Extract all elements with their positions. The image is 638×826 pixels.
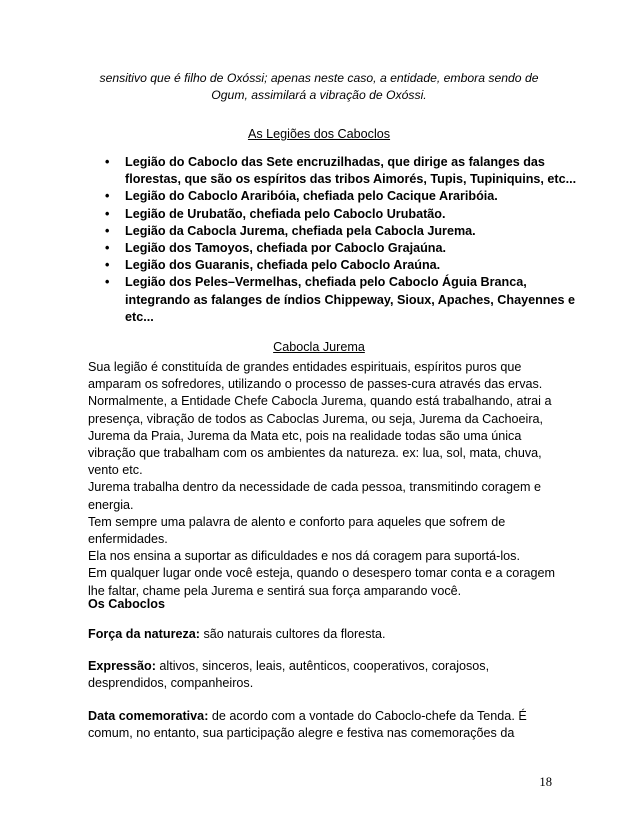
field-text: altivos, sinceros, leais, autênticos, cooperativos, corajosos, desprendidos, companheiros. [88, 659, 490, 691]
legions-list [88, 154, 595, 326]
intro-line-1: sensitivo que é filho de Oxóssi; apenas neste caso, a entidade, embora sendo de [99, 71, 539, 85]
jurema-paragraph: Jurema trabalha dentro da necessidade de cada pessoa, transmitindo coragem e energia. [88, 480, 541, 512]
field-forca-da-natureza [88, 626, 558, 643]
field-label: Força da natureza: [88, 627, 200, 641]
page-number: 18 [539, 775, 552, 789]
intro-paragraph [88, 70, 550, 104]
jurema-paragraph: Em qualquer lugar onde você esteja, quando o desespero tomar conta e a coragem lhe faltar, chame pela Jurema e sentirá sua força amparando você. [88, 566, 555, 598]
list-item: • Legião dos Guaranis, chefiada pelo Caboclo Araúna. [125, 257, 595, 274]
jurema-paragraph: Normalmente, a Entidade Chefe Cabocla Jurema, quando está trabalhando, atrai a presença, vibração de todos as Caboclas Jurema, ou seja, Jurema da Cachoeira, Jurema da Praia, Jurema da Mata etc, pois na realidade todas são uma única vibração que trabalham com os ambientes da natureza. ex: lua, sol, mata, chuva, vento etc. [88, 394, 552, 478]
list-item: • Legião do Caboclo Araribóia, chefiada pelo Cacique Araribóia. [125, 188, 595, 205]
intro-line-2: Ogum, assimilará a vibração de Oxóssi. [211, 88, 427, 102]
list-item: • Legião da Cabocla Jurema, chefiada pela Cabocla Jurema. [125, 223, 595, 240]
jurema-paragraph: Tem sempre uma palavra de alento e conforto para aqueles que sofrem de enfermidades. [88, 514, 506, 547]
section-title-legions: As Legiões dos Caboclos [247, 127, 391, 141]
list-item: • Legião do Caboclo das Sete encruzilhadas, que dirige as falanges das florestas, que são os espíritos das tribos Aimorés, Tupis, Tupiniquins, etc... [125, 154, 595, 188]
caboclos-heading: Os Caboclos [88, 597, 165, 611]
field-text: de acordo com a vontade do Caboclo-chefe da Tenda. É comum, no entanto, sua participação alegre e festiva nas comemorações da [88, 709, 527, 741]
field-label: Data comemorativa: [88, 709, 209, 723]
list-item: • Legião de Urubatão, chefiada pelo Caboclo Urubatão. [125, 206, 595, 223]
jurema-title: Cabocla Jurema [273, 340, 365, 354]
jurema-paragraph: Ela nos ensina a suportar as dificuldades e nos dá coragem para suportá-los. [88, 549, 520, 564]
list-item: • Legião dos Tamoyos, chefiada por Caboclo Grajaúna. [125, 240, 595, 257]
field-expressao [88, 658, 558, 692]
jurema-paragraph: Sua legião é constituída de grandes entidades espirituais, espíritos puros que amparam os sofredores, utilizando o processo de passes-cura através das ervas. [88, 360, 543, 392]
list-item: • Legião dos Peles–Vermelhas, chefiada pelo Caboclo Águia Branca, integrando as falanges de índios Chippeway, Sioux, Apaches, Chayennes e etc... [125, 274, 595, 326]
field-text: são naturais cultores da floresta. [199, 627, 386, 641]
jurema-body [88, 359, 558, 600]
field-data-comemorativa [88, 708, 558, 742]
field-label: Expressão: [88, 659, 156, 673]
